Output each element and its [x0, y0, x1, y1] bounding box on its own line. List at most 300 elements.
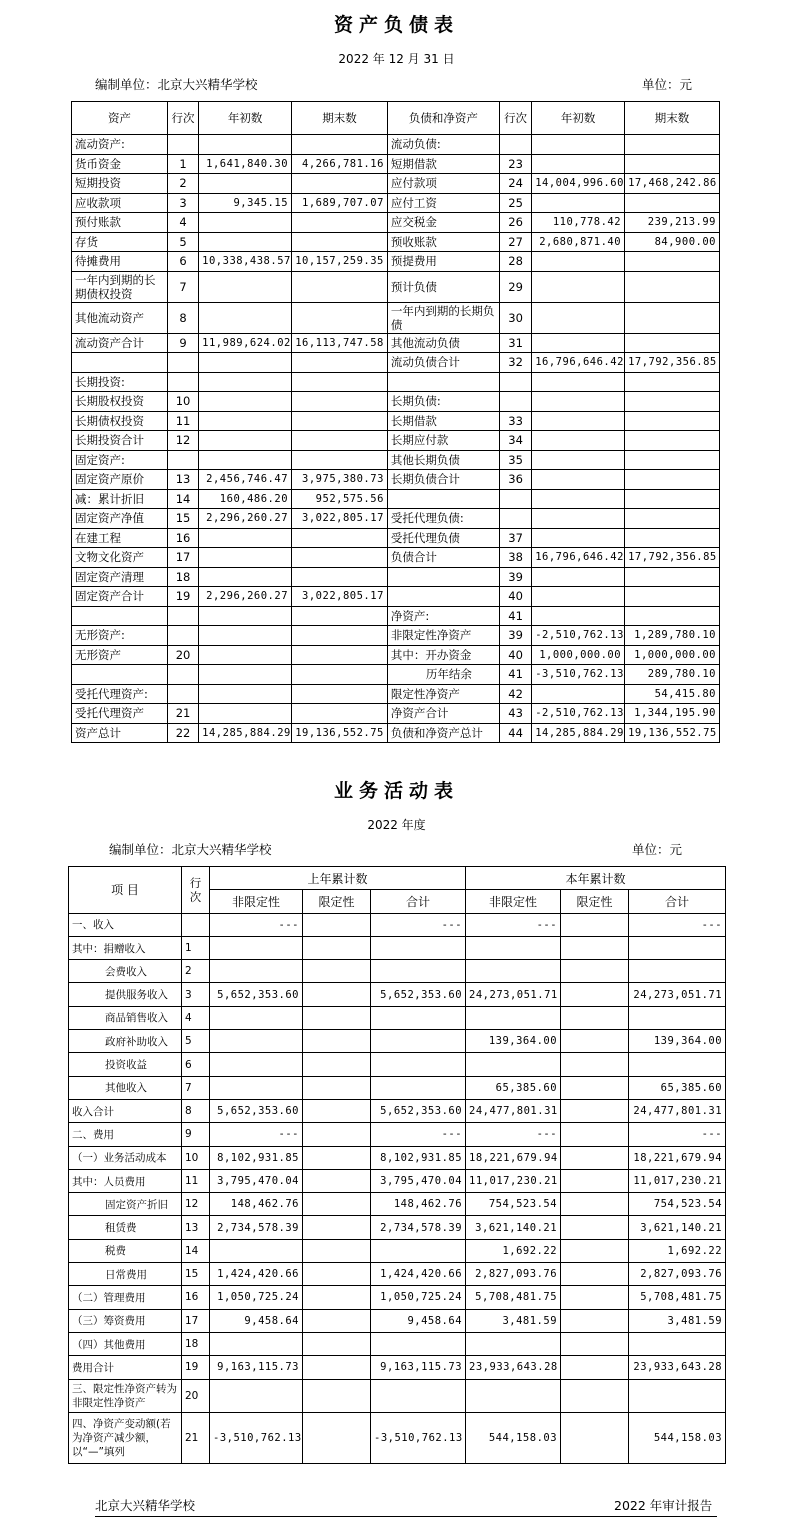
- table-cell: 3,022,805.17: [292, 509, 388, 529]
- table-cell: [210, 1006, 303, 1029]
- table-cell: [532, 372, 625, 392]
- table-cell: 289,780.10: [625, 665, 720, 685]
- table-cell: [303, 1006, 371, 1029]
- table-cell: [532, 302, 625, 333]
- table-row: [72, 333, 720, 353]
- table-cell: [210, 1332, 303, 1355]
- table-cell: 28: [499, 252, 531, 272]
- table-cell: 流动资产:: [72, 135, 168, 155]
- table-cell: [303, 1216, 371, 1239]
- table-cell: 8: [167, 302, 198, 333]
- table-cell: [387, 567, 499, 587]
- table-row: [69, 1356, 726, 1379]
- table-cell: 20: [182, 1379, 210, 1412]
- table-cell: 16,796,646.42: [532, 353, 625, 373]
- table-cell: [561, 1356, 629, 1379]
- table-cell: 9,458.64: [210, 1309, 303, 1332]
- table-cell: 65,385.60: [629, 1076, 726, 1099]
- table-cell: 10: [167, 392, 198, 412]
- table-cell: 净资产合计: [387, 704, 499, 724]
- activity-org: 编制单位：北京大兴精华学校: [109, 842, 272, 857]
- table-cell: [199, 135, 292, 155]
- table-cell: [292, 450, 388, 470]
- table-cell: ---: [629, 913, 726, 936]
- table-cell: 一、收入: [69, 913, 182, 936]
- table-cell: 11,989,624.02: [199, 333, 292, 353]
- table-cell: [167, 353, 198, 373]
- header-begin-left: 年初数: [199, 102, 292, 135]
- table-cell: 84,900.00: [625, 232, 720, 252]
- table-cell: [499, 489, 531, 509]
- table-cell: [629, 960, 726, 983]
- table-cell: [199, 684, 292, 704]
- table-cell: 33: [499, 411, 531, 431]
- table-row: [72, 135, 720, 155]
- table-cell: [561, 1309, 629, 1332]
- table-row: [72, 587, 720, 607]
- table-cell: 16,113,747.58: [292, 333, 388, 353]
- table-cell: [303, 913, 371, 936]
- table-cell: 其他收入: [69, 1076, 182, 1099]
- table-cell: [292, 353, 388, 373]
- table-row: [72, 509, 720, 529]
- table-cell: 预付账款: [72, 213, 168, 233]
- table-cell: 1,692.22: [629, 1239, 726, 1262]
- header-this-total: 合计: [629, 890, 726, 913]
- table-cell: [303, 1146, 371, 1169]
- table-cell: [625, 392, 720, 412]
- table-row: [69, 1193, 726, 1216]
- table-row: [72, 353, 720, 373]
- table-cell: 受托代理资产: [72, 704, 168, 724]
- table-cell: [371, 1332, 466, 1355]
- table-cell: 长期股权投资: [72, 392, 168, 412]
- table-cell: [371, 1076, 466, 1099]
- table-cell: [532, 271, 625, 302]
- table-cell: 24,477,801.31: [466, 1099, 561, 1122]
- table-cell: 其他流动负债: [387, 333, 499, 353]
- table-cell: [199, 450, 292, 470]
- table-cell: 42: [499, 684, 531, 704]
- table-row: [69, 1030, 726, 1053]
- table-cell: 8,102,931.85: [210, 1146, 303, 1169]
- table-cell: 17: [182, 1309, 210, 1332]
- table-cell: [199, 665, 292, 685]
- table-cell: （二）管理费用: [69, 1286, 182, 1309]
- table-cell: [499, 392, 531, 412]
- table-cell: 18,221,679.94: [629, 1146, 726, 1169]
- table-cell: [199, 353, 292, 373]
- header-asset: 资产: [72, 102, 168, 135]
- table-cell: [532, 193, 625, 213]
- table-cell: 应付款项: [387, 174, 499, 194]
- table-cell: 9,458.64: [371, 1309, 466, 1332]
- activity-title: 业务活动表: [333, 780, 459, 802]
- table-cell: [625, 567, 720, 587]
- table-cell: 6: [182, 1053, 210, 1076]
- table-cell: [371, 936, 466, 959]
- table-cell: （一）业务活动成本: [69, 1146, 182, 1169]
- table-cell: 1,641,840.30: [199, 154, 292, 174]
- table-cell: 提供服务收入: [69, 983, 182, 1006]
- table-row: [72, 704, 720, 724]
- table-cell: 4: [167, 213, 198, 233]
- table-cell: [371, 1239, 466, 1262]
- table-cell: 26: [499, 213, 531, 233]
- table-cell: 40: [499, 645, 531, 665]
- table-cell: [292, 174, 388, 194]
- table-row: [72, 411, 720, 431]
- table-cell: [532, 528, 625, 548]
- table-cell: [303, 1099, 371, 1122]
- table-cell: [72, 353, 168, 373]
- table-cell: [561, 1193, 629, 1216]
- table-cell: [167, 450, 198, 470]
- table-row: [69, 1263, 726, 1286]
- table-cell: 会费收入: [69, 960, 182, 983]
- table-cell: [625, 411, 720, 431]
- header-liabilities: 负债和净资产: [387, 102, 499, 135]
- balance-sheet-header-row: [72, 102, 720, 135]
- table-cell: [199, 645, 292, 665]
- table-cell: [303, 1309, 371, 1332]
- table-cell: [387, 372, 499, 392]
- balance-sheet-org: 编制单位：北京大兴精华学校: [95, 77, 258, 92]
- table-cell: [629, 1006, 726, 1029]
- table-cell: ---: [629, 1123, 726, 1146]
- table-cell: 37: [499, 528, 531, 548]
- table-cell: 9: [167, 333, 198, 353]
- table-cell: [532, 333, 625, 353]
- table-cell: 10,338,438.57: [199, 252, 292, 272]
- table-cell: 12: [167, 431, 198, 451]
- table-cell: [387, 489, 499, 509]
- table-cell: [629, 1053, 726, 1076]
- table-cell: [561, 1169, 629, 1192]
- footer-school: 北京大兴精华学校: [95, 1498, 196, 1513]
- table-cell: [561, 1216, 629, 1239]
- table-cell: [561, 1030, 629, 1053]
- table-cell: 41: [499, 665, 531, 685]
- table-row: [69, 983, 726, 1006]
- table-cell: [292, 392, 388, 412]
- header-item: 项 目: [69, 867, 182, 914]
- table-cell: 14,285,884.29: [199, 723, 292, 743]
- table-cell: 2: [182, 960, 210, 983]
- activity-header-row-1: [69, 867, 726, 890]
- table-cell: [625, 509, 720, 529]
- table-cell: [199, 548, 292, 568]
- table-cell: [303, 1239, 371, 1262]
- table-cell: [199, 528, 292, 548]
- table-cell: [625, 154, 720, 174]
- balance-sheet-date: 2022 年 12 月 31 日: [338, 52, 455, 66]
- table-cell: 5,652,353.60: [371, 1099, 466, 1122]
- table-cell: 16: [182, 1286, 210, 1309]
- header-this-unrestricted: 非限定性: [466, 890, 561, 913]
- table-cell: [303, 1332, 371, 1355]
- table-cell: [303, 960, 371, 983]
- table-cell: 负债和净资产总计: [387, 723, 499, 743]
- table-cell: 9,345.15: [199, 193, 292, 213]
- table-cell: 148,462.76: [210, 1193, 303, 1216]
- table-row: [72, 606, 720, 626]
- header-this-year: 本年累计数: [466, 867, 726, 890]
- table-cell: [303, 1076, 371, 1099]
- table-cell: [167, 626, 198, 646]
- table-cell: [532, 154, 625, 174]
- table-row: [72, 232, 720, 252]
- table-cell: [72, 665, 168, 685]
- table-cell: [629, 1332, 726, 1355]
- table-cell: [167, 135, 198, 155]
- table-cell: 5,652,353.60: [210, 983, 303, 1006]
- table-cell: 存货: [72, 232, 168, 252]
- table-cell: 14,285,884.29: [532, 723, 625, 743]
- table-cell: [199, 606, 292, 626]
- table-cell: 固定资产合计: [72, 587, 168, 607]
- table-cell: [625, 528, 720, 548]
- table-cell: [371, 960, 466, 983]
- table-cell: 8: [182, 1099, 210, 1122]
- table-cell: [303, 1053, 371, 1076]
- table-cell: [625, 431, 720, 451]
- table-cell: [292, 271, 388, 302]
- table-cell: 租赁费: [69, 1216, 182, 1239]
- table-cell: 2,296,260.27: [199, 509, 292, 529]
- table-cell: 4,266,781.16: [292, 154, 388, 174]
- table-cell: 3,621,140.21: [629, 1216, 726, 1239]
- table-cell: [199, 704, 292, 724]
- activity-table: [68, 866, 726, 1464]
- table-cell: [292, 372, 388, 392]
- table-cell: 27: [499, 232, 531, 252]
- table-cell: ---: [371, 1123, 466, 1146]
- table-cell: [466, 1053, 561, 1076]
- table-cell: 18: [182, 1332, 210, 1355]
- table-cell: 其他长期负债: [387, 450, 499, 470]
- table-cell: 减：累计折旧: [72, 489, 168, 509]
- table-cell: 13: [182, 1216, 210, 1239]
- table-cell: [561, 936, 629, 959]
- table-cell: [532, 450, 625, 470]
- table-cell: 19,136,552.75: [292, 723, 388, 743]
- table-cell: 15: [167, 509, 198, 529]
- table-cell: 30: [499, 302, 531, 333]
- header-prev-restricted: 限定性: [303, 890, 371, 913]
- table-cell: 17,468,242.86: [625, 174, 720, 194]
- table-cell: 952,575.56: [292, 489, 388, 509]
- table-cell: 3: [182, 983, 210, 1006]
- table-cell: 历年结余: [387, 665, 499, 685]
- table-cell: [72, 606, 168, 626]
- table-cell: [182, 913, 210, 936]
- table-cell: 19: [167, 587, 198, 607]
- table-cell: 16: [167, 528, 198, 548]
- table-cell: [199, 411, 292, 431]
- table-cell: 受托代理资产:: [72, 684, 168, 704]
- table-cell: 一年内到期的长期负债: [387, 302, 499, 333]
- table-cell: 18,221,679.94: [466, 1146, 561, 1169]
- table-cell: 二、费用: [69, 1123, 182, 1146]
- table-cell: [303, 1169, 371, 1192]
- table-cell: [466, 1332, 561, 1355]
- table-cell: 应交税金: [387, 213, 499, 233]
- table-cell: 1,289,780.10: [625, 626, 720, 646]
- balance-sheet-table: [71, 101, 720, 743]
- table-cell: 其中：开办资金: [387, 645, 499, 665]
- table-cell: 短期借款: [387, 154, 499, 174]
- table-cell: 31: [499, 333, 531, 353]
- table-cell: [625, 193, 720, 213]
- table-cell: [561, 1006, 629, 1029]
- table-cell: 544,158.03: [466, 1412, 561, 1463]
- table-cell: [532, 684, 625, 704]
- table-row: [72, 213, 720, 233]
- header-row-no-right: 行次: [499, 102, 531, 135]
- table-cell: 3,795,470.04: [371, 1169, 466, 1192]
- table-cell: 受托代理负债:: [387, 509, 499, 529]
- table-cell: 流动资产合计: [72, 333, 168, 353]
- table-cell: [532, 470, 625, 490]
- table-cell: [532, 489, 625, 509]
- table-cell: -2,510,762.13: [532, 626, 625, 646]
- table-cell: 9: [182, 1123, 210, 1146]
- table-row: [69, 1412, 726, 1463]
- table-cell: [499, 135, 531, 155]
- table-cell: 三、限定性净资产转为非限定性净资产: [69, 1379, 182, 1412]
- table-cell: 流动负债:: [387, 135, 499, 155]
- table-cell: 1,424,420.66: [371, 1263, 466, 1286]
- table-cell: [466, 936, 561, 959]
- activity-year: 2022 年度: [367, 818, 426, 832]
- table-cell: 固定资产:: [72, 450, 168, 470]
- table-cell: [561, 1332, 629, 1355]
- table-cell: [199, 431, 292, 451]
- table-row: [69, 1053, 726, 1076]
- table-cell: 5: [182, 1030, 210, 1053]
- table-cell: [292, 302, 388, 333]
- table-row: [69, 1379, 726, 1412]
- table-cell: [303, 1379, 371, 1412]
- table-row: [69, 1146, 726, 1169]
- table-cell: 长期投资:: [72, 372, 168, 392]
- balance-sheet-unit: 单位：元: [642, 77, 693, 92]
- table-row: [69, 1076, 726, 1099]
- table-cell: 8,102,931.85: [371, 1146, 466, 1169]
- table-row: [69, 1216, 726, 1239]
- table-cell: 长期负债:: [387, 392, 499, 412]
- table-cell: 1,000,000.00: [625, 645, 720, 665]
- table-cell: 其中：捐赠收入: [69, 936, 182, 959]
- table-cell: [532, 587, 625, 607]
- table-cell: 固定资产清理: [72, 567, 168, 587]
- table-cell: 19,136,552.75: [625, 723, 720, 743]
- table-cell: ---: [466, 1123, 561, 1146]
- table-cell: [292, 567, 388, 587]
- table-cell: 24,273,051.71: [629, 983, 726, 1006]
- table-cell: 11: [182, 1169, 210, 1192]
- table-cell: [303, 1123, 371, 1146]
- table-cell: 2,827,093.76: [466, 1263, 561, 1286]
- header-prev-year: 上年累计数: [210, 867, 466, 890]
- table-cell: 长期应付款: [387, 431, 499, 451]
- table-cell: [292, 606, 388, 626]
- table-cell: 3,621,140.21: [466, 1216, 561, 1239]
- table-cell: [561, 1263, 629, 1286]
- table-cell: 货币资金: [72, 154, 168, 174]
- table-cell: 24,273,051.71: [466, 983, 561, 1006]
- table-cell: 受托代理负债: [387, 528, 499, 548]
- table-cell: 2,456,746.47: [199, 470, 292, 490]
- table-cell: [303, 983, 371, 1006]
- table-cell: [625, 372, 720, 392]
- table-row: [69, 1123, 726, 1146]
- table-cell: 22: [167, 723, 198, 743]
- table-cell: 13: [167, 470, 198, 490]
- table-cell: 短期投资: [72, 174, 168, 194]
- table-cell: 应付工资: [387, 193, 499, 213]
- table-row: [72, 154, 720, 174]
- table-cell: 17,792,356.85: [625, 353, 720, 373]
- table-cell: ---: [466, 913, 561, 936]
- table-cell: 四、净资产变动额(若为净资产减少额，以“—”填列: [69, 1412, 182, 1463]
- table-cell: 税费: [69, 1239, 182, 1262]
- table-cell: [292, 528, 388, 548]
- table-cell: [561, 1123, 629, 1146]
- table-cell: [199, 626, 292, 646]
- table-cell: 其他流动资产: [72, 302, 168, 333]
- table-cell: 1: [182, 936, 210, 959]
- table-cell: [466, 960, 561, 983]
- table-cell: 非限定性净资产: [387, 626, 499, 646]
- table-cell: 17: [167, 548, 198, 568]
- table-cell: [292, 548, 388, 568]
- table-cell: 11: [167, 411, 198, 431]
- table-cell: 2: [167, 174, 198, 194]
- table-cell: 固定资产净值: [72, 509, 168, 529]
- table-cell: 费用合计: [69, 1356, 182, 1379]
- table-cell: 3,481.59: [629, 1309, 726, 1332]
- table-cell: ---: [210, 913, 303, 936]
- table-cell: [292, 411, 388, 431]
- header-begin-right: 年初数: [532, 102, 625, 135]
- table-cell: 长期负债合计: [387, 470, 499, 490]
- table-cell: 44: [499, 723, 531, 743]
- table-cell: 无形资产: [72, 645, 168, 665]
- table-cell: 净资产:: [387, 606, 499, 626]
- table-cell: [625, 450, 720, 470]
- table-cell: 收入合计: [69, 1099, 182, 1122]
- table-cell: 6: [167, 252, 198, 272]
- table-cell: [199, 271, 292, 302]
- table-cell: 10: [182, 1146, 210, 1169]
- table-cell: 29: [499, 271, 531, 302]
- table-cell: 21: [182, 1412, 210, 1463]
- table-cell: [292, 665, 388, 685]
- table-cell: 16,796,646.42: [532, 548, 625, 568]
- table-cell: 1,050,725.24: [210, 1286, 303, 1309]
- table-row: [69, 1286, 726, 1309]
- table-cell: 14,004,996.60: [532, 174, 625, 194]
- table-cell: [371, 1006, 466, 1029]
- table-row: [72, 302, 720, 333]
- table-row: [72, 392, 720, 412]
- table-cell: [303, 1030, 371, 1053]
- table-cell: 3,795,470.04: [210, 1169, 303, 1192]
- table-cell: ---: [210, 1123, 303, 1146]
- table-row: [69, 936, 726, 959]
